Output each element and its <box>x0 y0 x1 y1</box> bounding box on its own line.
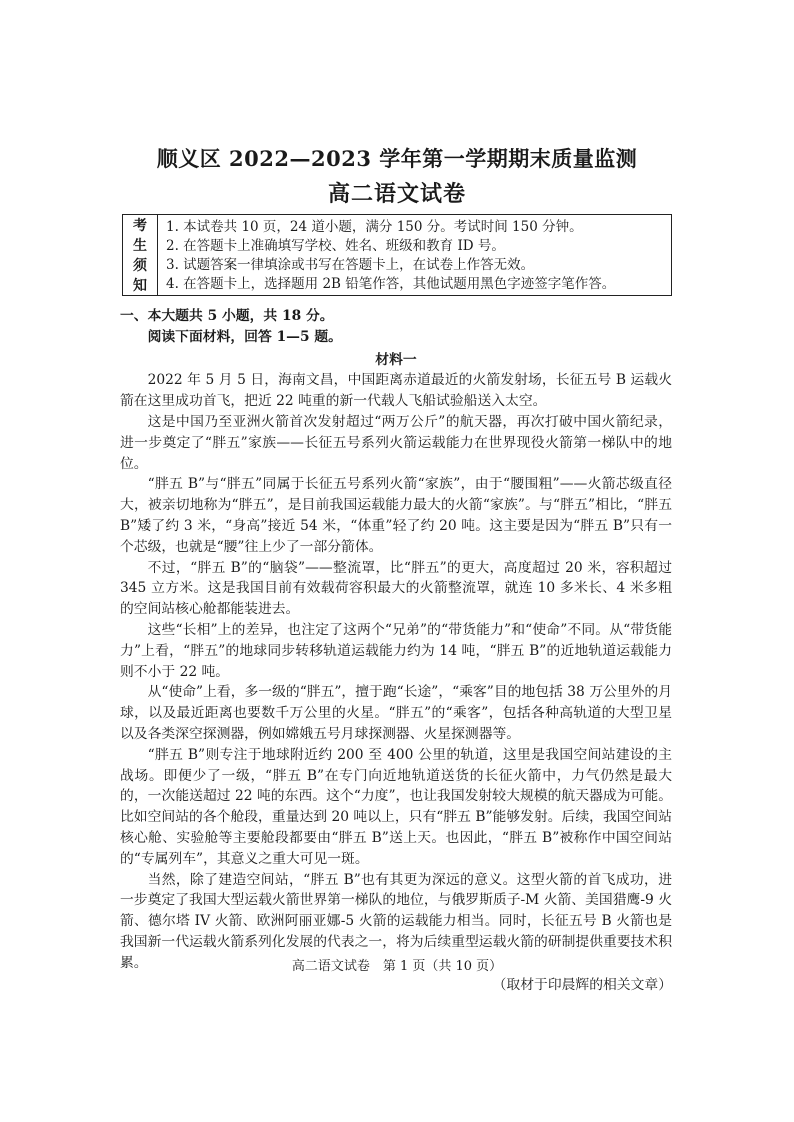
section-content <box>120 306 672 995</box>
exam-subtitle: 高二语文试卷 <box>327 181 466 207</box>
section-heading: 一、本大题共 5 小题，共 18 分。 <box>120 308 334 324</box>
paragraph: 从“使命”上看，多一级的“胖五”，擅于跑“长途”，“乘客”目的地包括 38 万公里外的月球，以及最近距离也要数千万公里的火星。“胖五”的“乘客”，包括各种高轨道的大型卫星以及各类深空探测器，例如嫦娥五号月球探测器、火星探测器等。 <box>120 684 672 742</box>
notice-item: 3. 试题答案一律填涂或书写在答题卡上，在试卷上作答无效。 <box>166 256 535 273</box>
notice-item: 2. 在答题卡上准确填写学校、姓名、班级和教育 ID 号。 <box>166 237 505 254</box>
notice-label-char: 生 <box>133 238 147 254</box>
notice-items <box>158 215 671 295</box>
source-note: （取材于印晨辉的相关文章） <box>492 976 672 993</box>
paragraph: 不过，“胖五 B”的“脑袋”——整流罩，比“胖五”的更大，高度超过 20 米，容积超过 345 立方米。这是我国目前有效载荷容积最大的火箭整流罩，就连 10 多米长、4 米多粗的空间站核心舱都能装进去。 <box>120 559 672 618</box>
notice-label <box>123 215 158 295</box>
paragraph: 这些“长相”上的差异，也注定了这两个“兄弟”的“带货能力”和“使命”不同。从“带货能力”上看，“胖五”的地球同步转移轨道运载能力约为 14 吨，“胖五 B”的近地轨道运载能力则不小于 22 吨。 <box>120 621 672 680</box>
paragraph: 2022 年 5 月 5 日，海南文昌，中国距离赤道最近的火箭发射场，长征五号 B 运载火箭在这里成功首飞，把近 22 吨重的新一代载人飞船试验船送入太空。 <box>120 372 672 410</box>
paragraph: 这是中国乃至亚洲火箭首次发射超过“两万公斤”的航天器，再次打破中国火箭纪录，进一步奠定了“胖五”家族——长征五号系列火箭运载能力在世界现役火箭第一梯队中的地位。 <box>120 413 672 472</box>
notice-label-char: 考 <box>133 218 147 234</box>
paragraph: “胖五 B”则专注于地球附近约 200 至 400 公里的轨道，这里是我国空间站建设的主战场。即便少了一级，“胖五 B”在专门向近地轨道送货的长征火箭中，力气仍然是最大的，一次能送超过 22 吨的东西。这个“力度”，也让我国发射较大规模的航天器成为可能。比如空间站的各个舱段，重量达到 20 吨以上，只有“胖五 B”能够发射。后续，我国空间站核心舱、实验舱等主要舱段都要由“胖五 B”送上天。也因此，“胖五 B”被称作中国空间站的“专属列车”，其意义之重大可见一斑。 <box>120 746 672 867</box>
section-instruction: 阅读下面材料，回答 1—5 题。 <box>147 328 342 345</box>
paragraph: “胖五 B”与“胖五”同属于长征五号系列火箭“家族”，由于“腰围粗”——火箭芯级直径大，被亲切地称为“胖五”，是目前我国运载能力最大的火箭“家族”。与“胖五”相比，“胖五 B”矮了约 3 米，“身高”接近 54 米，“体重”轻了约 20 吨。这主要是因为“胖五 B”只有一个芯级，也就是“腰”往上少了一部分箭体。 <box>120 476 672 555</box>
exam-notice-box <box>122 214 672 296</box>
page-footer: 高二语文试卷 第 1 页（共 10 页） <box>291 959 503 974</box>
notice-label-char: 须 <box>133 258 147 274</box>
material-title: 材料一 <box>375 351 417 368</box>
notice-item: 1. 本试卷共 10 页，24 道小题，满分 150 分。考试时间 150 分钟。 <box>166 218 583 235</box>
notice-label-char: 知 <box>133 278 147 294</box>
paragraph: 当然，除了建造空间站，“胖五 B”也有其更为深远的意义。这型火箭的首飞成功，进一步奠定了我国大型运载火箭世界第一梯队的地位，与俄罗斯质子-M 火箭、美国猎鹰-9 火箭、德尔塔 IV 火箭、欧洲阿丽亚娜-5 火箭的运载能力相当。同时，长征五号 B 火箭也是我国新一代运载火箭系列化发展的代表之一，将为后续重型运载火箭的研制提供重要技术积累。 <box>120 871 672 971</box>
notice-item: 4. 在答题卡上，选择题用 2B 铅笔作答，其他试题用黑色字迹签字笔作答。 <box>166 275 616 292</box>
exam-title: 顺义区 2022—2023 学年第一学期期末质量监测 <box>156 146 638 171</box>
